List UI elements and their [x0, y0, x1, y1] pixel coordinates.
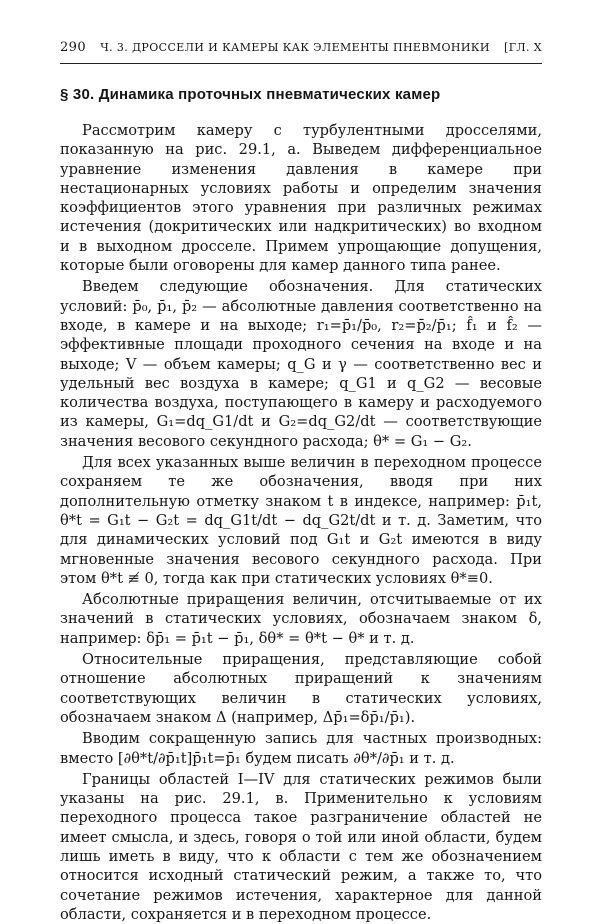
- page-number: 290: [60, 40, 87, 55]
- book-page: [60, 40, 542, 924]
- paragraph-7: Границы областей I—IV для статических режимов были указаны на рис. 29.1, в. Применительно к условиям переходного процесса такое разграничение областей не имеет смысла, и здесь, говоря о той или иной области, будем лишь иметь в виду, что к области с тем же обозначением относится исходный статический режим, а также то, что сочетание режимов истечения, характерное для данной области, сохраняется и в переходном процессе.: [60, 770, 542, 923]
- paragraph-3: Для всех указанных выше величин в переходном процессе сохраняем те же обозначения, вводя при них дополнительную отметку знаком t в индексе, например: p̄₁t, θ*t = G₁t − G₂t = dq_G1t/dt − dq_G2t/dt и т. д. Заметим, что для динамических условий под G₁t и G₂t имеются в виду мгновенные значения весового секундного расхода. При этом θ*t ≢ 0, тогда как при статических условиях θ*≡0.: [60, 454, 542, 587]
- paragraph-4: Абсолютные приращения величин, отсчитываемые от их значений в статических условиях, обозначаем знаком δ, например: δp̄₁ = p̄₁t − p̄₁, δθ* = θ*t − θ* и т. д.: [60, 591, 542, 647]
- paragraph-1: Рассмотрим камеру с турбулентными дросселями, показанную на рис. 29.1, а. Выведем дифференциальное уравнение изменения давления в камере при нестационарных условиях работы и определим значения коэффициентов этого уравнения при различных режимах истечения (докритических или надкритических) во входном и в выходном дросселе. Примем упрощающие допущения, которые были оговорены для камер данного типа ранее.: [60, 122, 542, 275]
- body-text: [60, 121, 542, 924]
- running-title: Ч. 3. ДРОССЕЛИ И КАМЕРЫ КАК ЭЛЕМЕНТЫ ПНЕВМОНИКИ: [100, 41, 490, 54]
- paragraph-2: Введем следующие обозначения. Для статических условий: p̄₀, p̄₁, p̄₂ — абсолютные давления соответственно на входе, в камере и на выходе; r₁=p̄₁/p̄₀, r₂=p̄₂/p̄₁; f̂₁ и f̂₂ — эффективные площади проходного сечения на входе и на выходе; V — объем камеры; q_G и γ — соответственно вес и удельный вес воздуха в камере; q_G1 и q_G2 — весовые количества воздуха, поступающего в камеру и расходуемого из камеры, G₁=dq_G1/dt и G₂=dq_G2/dt — соответствующие значения весового секундного расхода; θ* = G₁ − G₂.: [60, 278, 542, 450]
- paragraph-5: Относительные приращения, представляющие собой отношение абсолютных приращений к значениям соответствующих величин в статических условиях, обозначаем знаком Δ (например, Δp̄₁=δp̄₁/p̄₁).: [60, 651, 542, 726]
- section-title: § 30. Динамика проточных пневматических камер: [60, 86, 441, 103]
- chapter-reference: [ГЛ. X: [504, 41, 542, 54]
- running-head: [60, 40, 542, 55]
- header-rule: [60, 63, 542, 64]
- paragraph-6: Вводим сокращенную запись для частных производных: вместо [∂θ*t/∂p̄₁t]p̄₁t=p̄₁ будем писать ∂θ*/∂p̄₁ и т. д.: [60, 730, 542, 767]
